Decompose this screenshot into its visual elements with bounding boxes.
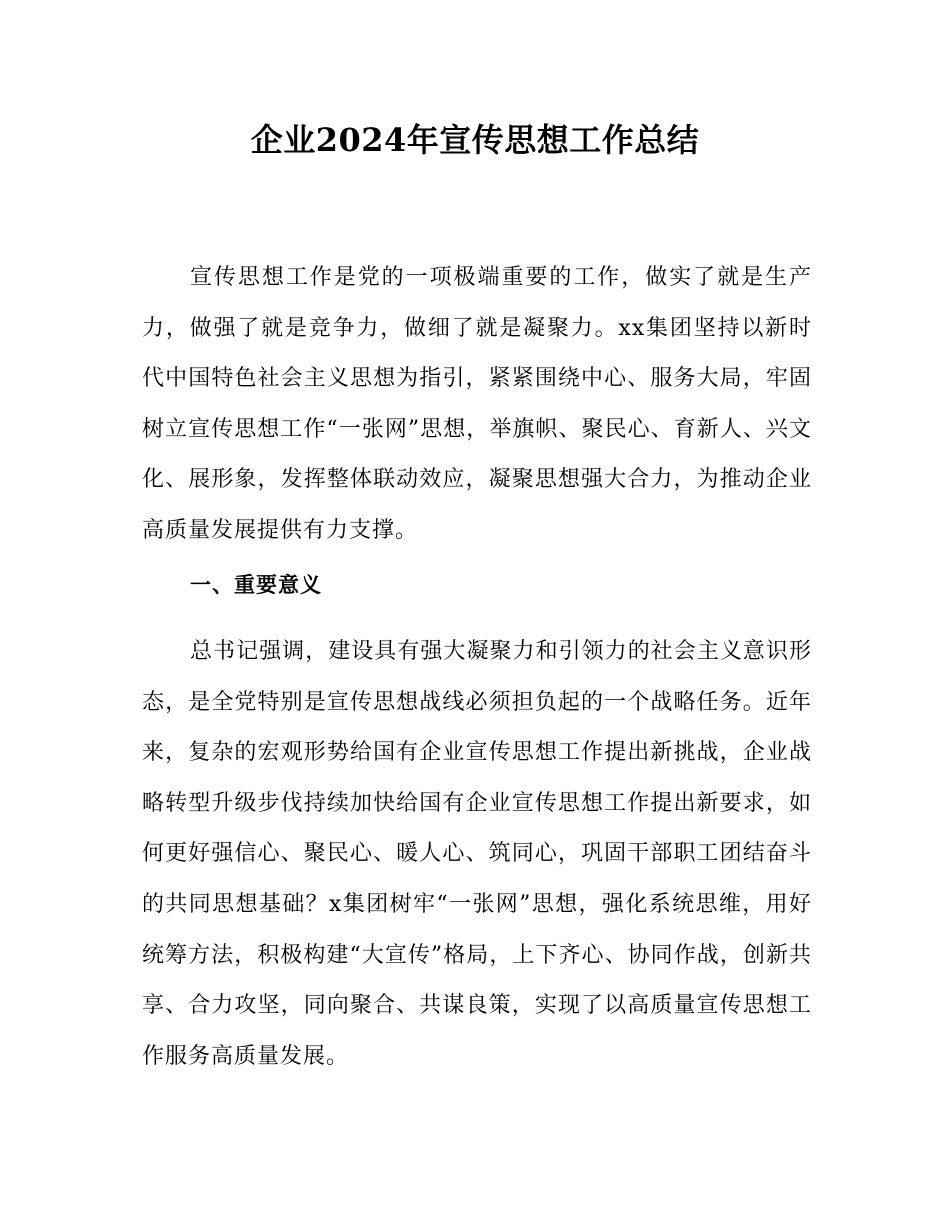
intro-paragraph: 宣传思想工作是党的一项极端重要的工作，做实了就是生产力，做强了就是竞争力，做细了就是凝聚力。xx集团坚持以新时代中国特色社会主义思想为指引，紧紧围绕中心、服务大局，牢固树立宣传思想工作“一张网”思想，举旗帜、聚民心、育新人、兴文化、展形象，发挥整体联动效应，凝聚思想强大合力，为推动企业高质量发展提供有力支撑。 bbox=[142, 265, 812, 543]
significance-paragraph: 总书记强调，建设具有强大凝聚力和引领力的社会主义意识形态，是全党特别是宣传思想战线必须担负起的一个战略任务。近年来，复杂的宏观形势给国有企业宣传思想工作提出新挑战，企业战略转型升级步伐持续加快给国有企业宣传思想工作提出新要求，如何更好强信心、聚民心、暖人心、筑同心，巩固干部职工团结奋斗的共同思想基础？x集团树牢“一张网”思想，强化系统思维，用好统筹方法，积极构建“大宣传”格局，上下齐心、协同作战，创新共享、合力攻坚，同向聚合、共谋良策，实现了以高质量宣传思想工作服务高质量发展。 bbox=[142, 639, 812, 1069]
section-heading: 一、重要意义 bbox=[190, 573, 322, 597]
document-title: 企业2024年宣传思想工作总结 bbox=[250, 121, 700, 159]
